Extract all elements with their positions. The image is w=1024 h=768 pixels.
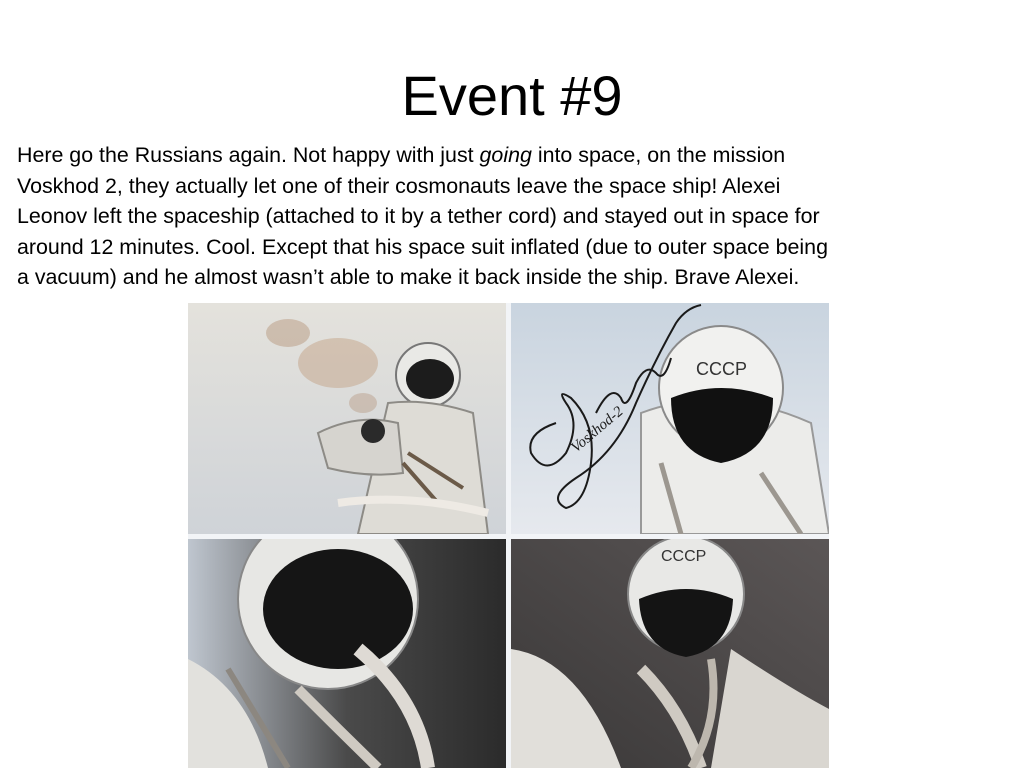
body-line-1-start: Here go the Russians again. Not happy with just (17, 143, 480, 167)
body-line-4: around 12 minutes. Cool. Except that his space suit inflated (due to outer space being (17, 234, 828, 259)
body-paragraph (17, 140, 1012, 293)
cosmonaut-full-figure-image (188, 303, 506, 534)
helmet-lettering: CCCP (696, 359, 748, 379)
body-line-2: Voskhod 2, they actually let one of their cosmonauts leave the space ship! Alexei (17, 173, 781, 198)
cosmonaut-helmet-image (511, 303, 829, 534)
body-line-3: Leonov left the spaceship (attached to it by a tether cord) and stayed out in space for (17, 204, 820, 228)
signature-mission-text: Voskhod-2 (568, 403, 627, 457)
photo-panel-top-left (188, 303, 506, 534)
cosmonaut-visor-closeup-image (188, 539, 506, 768)
body-line-5: a vacuum) and he almost wasn’t able to make it back inside the ship. Brave Alexei. (17, 265, 800, 289)
slide-title: Event #9 (401, 64, 623, 127)
helmet-lettering-2: CCCP (661, 548, 707, 565)
cosmonaut-helmet-angle-image (511, 539, 829, 768)
spacewalk-photo-collage (188, 303, 829, 768)
photo-panel-bottom-right (511, 539, 829, 768)
photo-panel-bottom-left (188, 539, 506, 768)
body-line-1-end: into space, on the mission (531, 143, 786, 167)
body-emphasis: going (479, 143, 532, 167)
body-line-1 (17, 140, 1012, 171)
photo-panel-top-right (511, 303, 829, 534)
